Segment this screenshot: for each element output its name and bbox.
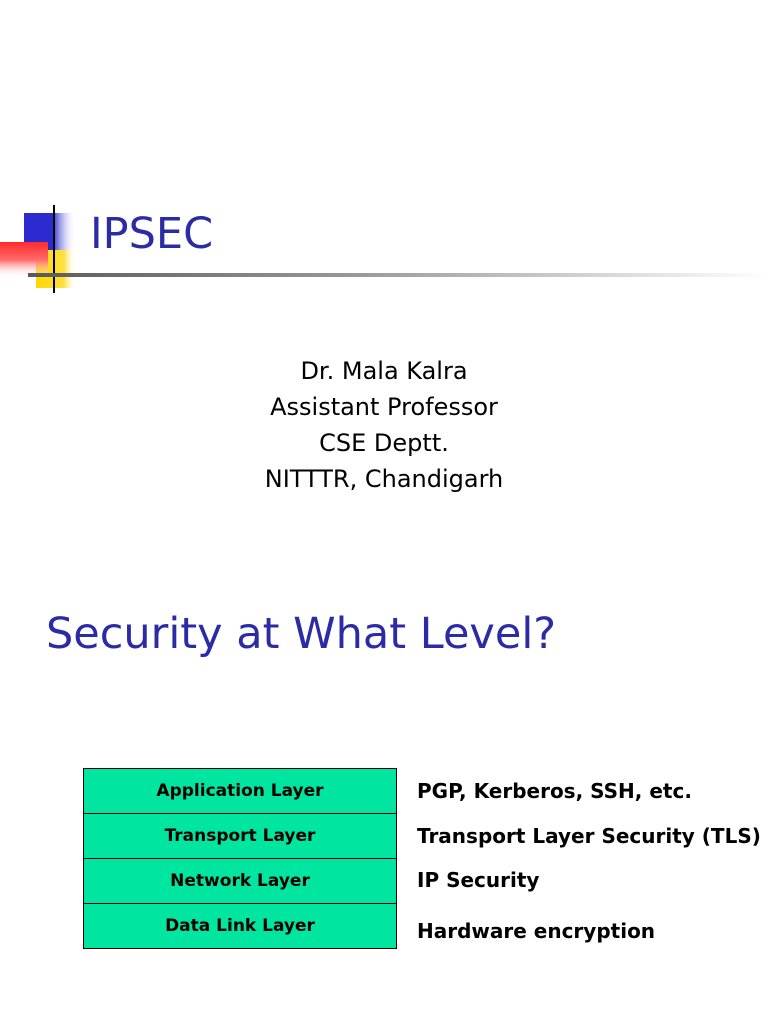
square-logo-icon — [0, 205, 90, 295]
author-info — [0, 353, 768, 497]
layer-name: Transport Layer — [84, 814, 397, 859]
title-divider — [28, 273, 768, 277]
layer-protocol: IP Security — [417, 868, 540, 892]
layer-protocol: Transport Layer Security (TLS) — [417, 824, 761, 848]
author-institute: NITTTR, Chandigarh — [264, 465, 504, 493]
layer-protocol: PGP, Kerberos, SSH, etc. — [417, 779, 692, 803]
layer-table — [83, 768, 397, 949]
table-row — [84, 904, 397, 949]
author-position: Assistant Professor — [270, 393, 498, 421]
slide-title: IPSEC — [90, 209, 214, 259]
table-row — [84, 814, 397, 859]
layer-name: Network Layer — [84, 859, 397, 904]
author-department: CSE Deptt. — [319, 429, 449, 457]
table-row — [84, 769, 397, 814]
section-title: Security at What Level? — [46, 609, 557, 659]
layer-protocol: Hardware encryption — [417, 919, 656, 943]
layer-name: Data Link Layer — [84, 904, 397, 949]
author-name: Dr. Mala Kalra — [300, 357, 468, 385]
table-row — [84, 859, 397, 904]
layer-name: Application Layer — [84, 769, 397, 814]
